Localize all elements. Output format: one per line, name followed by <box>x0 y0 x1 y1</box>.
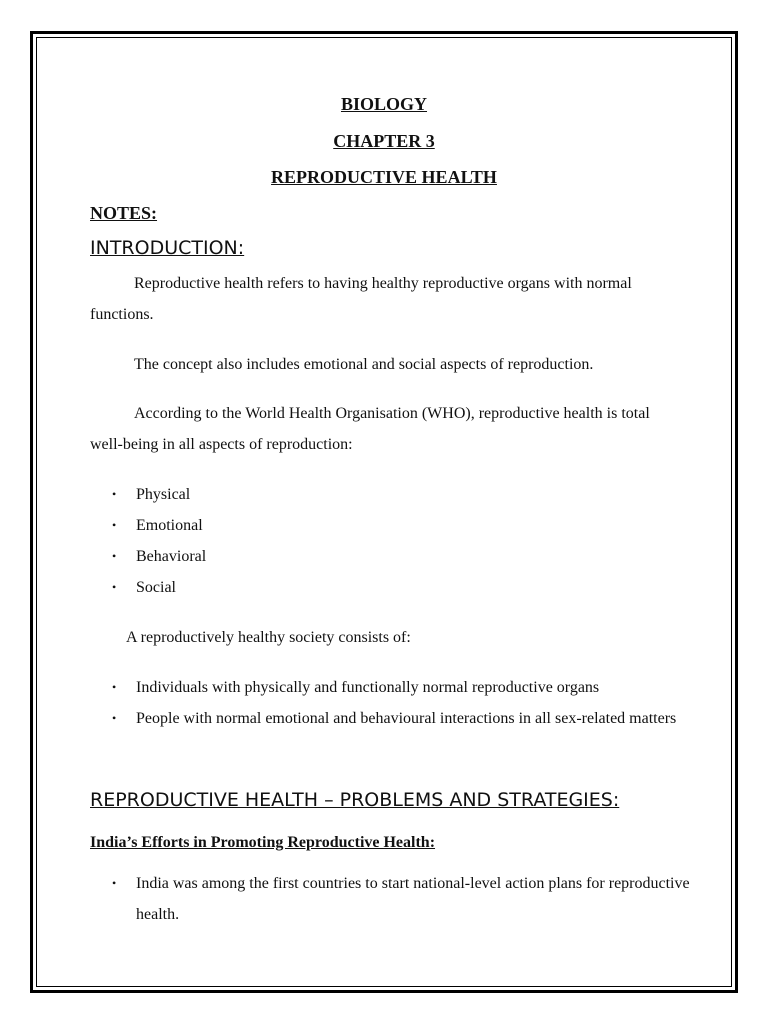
list-item <box>90 541 690 572</box>
bullet-icon: • <box>112 580 117 594</box>
bullet-icon: • <box>112 487 117 501</box>
intro-paragraph-1 <box>90 268 680 330</box>
intro-paragraph-3 <box>90 398 680 460</box>
list-item-text: Physical <box>136 486 191 503</box>
bullet-icon: • <box>112 876 117 890</box>
introduction-heading: INTRODUCTION: <box>90 237 245 259</box>
society-list <box>90 672 690 734</box>
chapter-title: CHAPTER 3 <box>333 131 435 151</box>
list-item <box>90 510 690 541</box>
list-item <box>90 479 690 510</box>
bullet-icon: • <box>112 518 117 532</box>
subject-title: BIOLOGY <box>340 94 428 114</box>
chapter-name: REPRODUCTIVE HEALTH <box>271 167 497 187</box>
list-item-text: Individuals with physically and functionally normal reproductive organs <box>136 679 600 696</box>
list-item <box>90 672 690 703</box>
bullet-icon: • <box>112 549 117 563</box>
bullet-icon: • <box>112 680 117 694</box>
list-item-text: Behavioral <box>136 548 207 565</box>
list-item-text: India was among the first countries to start national-level action plans for reproductive health. <box>136 875 690 923</box>
india-efforts-list <box>90 868 690 930</box>
india-efforts-subheading: India’s Efforts in Promoting Reproductive Health: <box>90 834 436 851</box>
list-item-text: Emotional <box>136 517 203 534</box>
list-item <box>90 572 690 603</box>
intro-paragraph-4 <box>90 622 680 653</box>
intro-paragraph-4-text: A reproductively healthy society consists of: <box>126 629 411 646</box>
list-item <box>90 868 690 930</box>
list-item-text: Social <box>136 579 176 596</box>
list-item-text: People with normal emotional and behavioural interactions in all sex-related matters <box>136 710 677 727</box>
intro-paragraph-1-text: Reproductive health refers to having healthy reproductive organs with normal functions. <box>90 275 632 323</box>
list-item <box>90 703 690 734</box>
notes-label: NOTES: <box>90 203 158 223</box>
intro-paragraph-2 <box>90 349 680 380</box>
problems-heading: REPRODUCTIVE HEALTH – PROBLEMS AND STRATEGIES: <box>90 789 620 811</box>
intro-paragraph-3-text: According to the World Health Organisation (WHO), reproductive health is total well-being in all aspects of reproduction: <box>90 405 650 453</box>
wellbeing-aspects-list <box>90 479 690 603</box>
bullet-icon: • <box>112 711 117 725</box>
intro-paragraph-2-text: The concept also includes emotional and social aspects of reproduction. <box>134 356 594 373</box>
